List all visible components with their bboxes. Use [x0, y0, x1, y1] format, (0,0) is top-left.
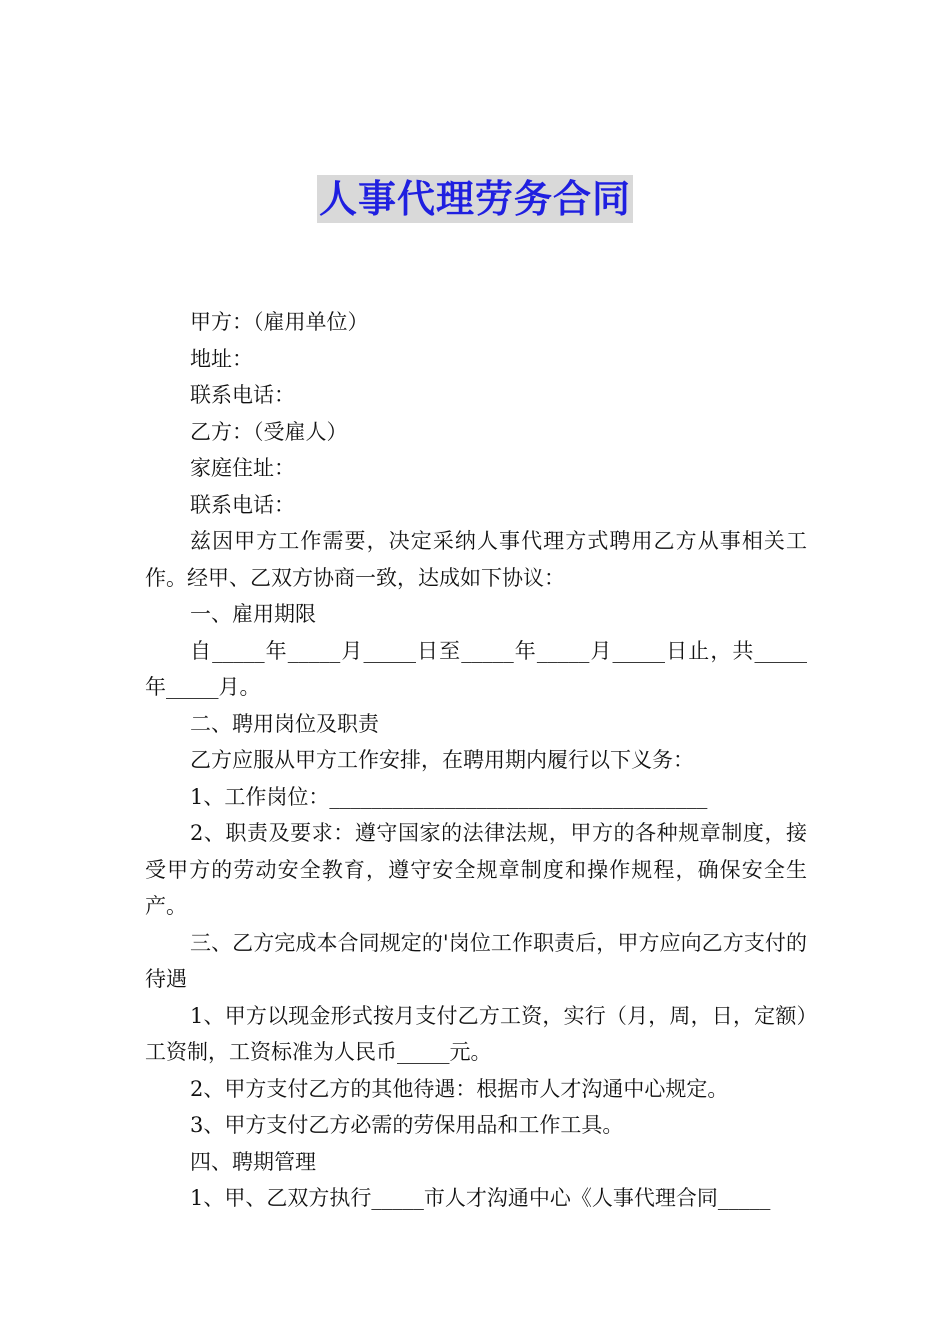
party-b-address-line: 家庭住址：	[190, 456, 295, 480]
document-body	[145, 304, 807, 1217]
management-clause-paragraph: 1、甲、乙双方执行_____市人才沟通中心《人事代理合同_____	[190, 1186, 771, 1210]
document-title: 人事代理劳务合同	[318, 177, 631, 221]
section-heading-compensation: 三、乙方完成本合同规定的'岗位工作职责后，甲方应向乙方支付的待遇	[145, 930, 807, 991]
other-benefits-paragraph: 2、甲方支付乙方的其他待遇：根据市人才沟通中心规定。	[190, 1076, 729, 1101]
section-heading-term: 一、雇用期限	[190, 602, 316, 626]
party-b-line: 乙方：（受雇人）	[190, 419, 348, 444]
section-heading-position: 二、聘用岗位及职责	[190, 711, 379, 736]
job-position-line: 1、工作岗位：____________________________________	[190, 784, 708, 809]
preamble-paragraph: 兹因甲方工作需要，决定采纳人事代理方式聘用乙方从事相关工作。经甲、乙双方协商一致，达成如下协议：	[145, 529, 807, 590]
title-container	[0, 175, 950, 223]
duties-requirements-paragraph: 2、职责及要求：遵守国家的法律法规，甲方的各种规章制度，接受甲方的劳动安全教育，遵守安全规章制度和操作规程，确保安全生产。	[145, 821, 807, 918]
party-a-line: 甲方：（雇用单位）	[190, 310, 369, 334]
salary-paragraph: 1、甲方以现金形式按月支付乙方工资，实行（月，周，日，定额）工资制，工资标准为人民币_____元。	[145, 1003, 807, 1064]
term-period-paragraph: 自_____年_____月_____日至_____年_____月_____日止，共_____年_____月。	[145, 638, 807, 699]
party-a-phone-line: 联系电话：	[190, 383, 295, 407]
party-a-address-line: 地址：	[190, 346, 253, 371]
section-heading-management: 四、聘期管理	[190, 1149, 316, 1174]
duties-intro-paragraph: 乙方应服从甲方工作安排，在聘用期内履行以下义务：	[190, 748, 694, 772]
party-b-phone-line: 联系电话：	[190, 492, 295, 517]
equipment-paragraph: 3、甲方支付乙方必需的劳保用品和工作工具。	[190, 1113, 624, 1137]
